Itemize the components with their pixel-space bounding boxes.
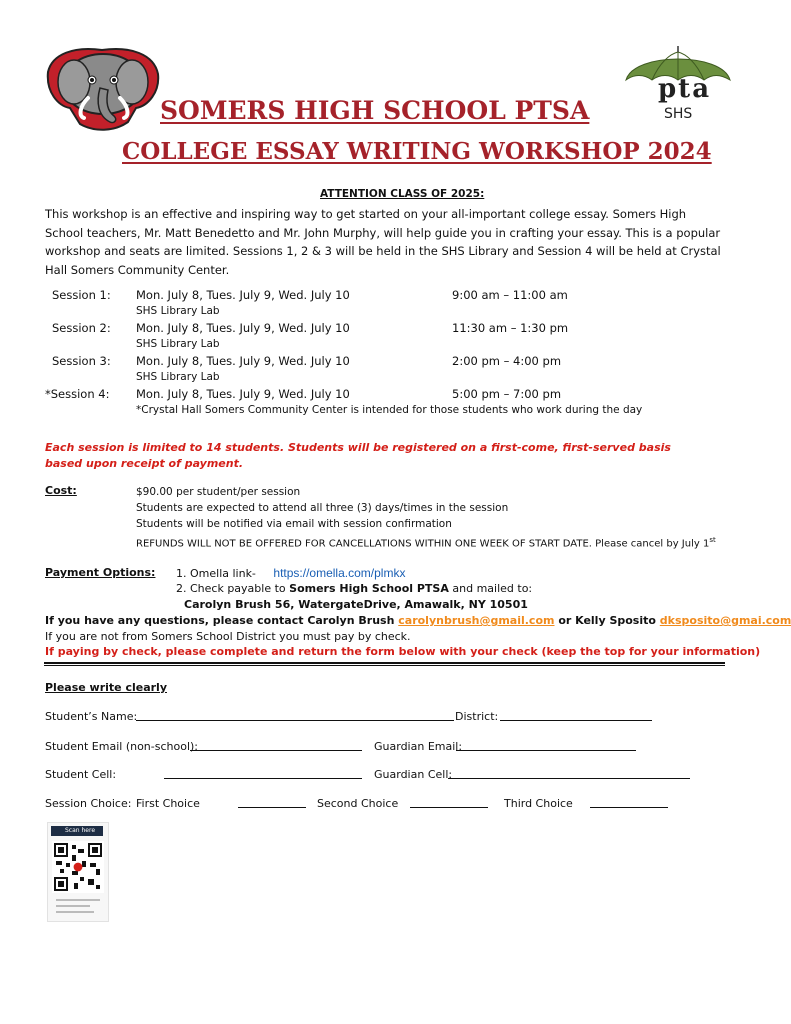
second-choice-label: Second Choice (317, 797, 399, 810)
student-cell-label: Student Cell: (45, 768, 117, 781)
session-time: 9:00 am – 11:00 am (452, 288, 568, 302)
page-title: SOMERS HIGH SCHOOL PTSA (160, 96, 590, 125)
session-row: Session 3: (52, 354, 111, 368)
cost-line: $90.00 per student/per session (136, 486, 301, 498)
session-location: SHS Library Lab (136, 338, 220, 350)
email-link-carolyn[interactable]: carolynbrush@gmail.com (398, 614, 555, 627)
omella-link[interactable]: https://omella.com/plmkx (273, 566, 406, 580)
cost-line: REFUNDS WILL NOT BE OFFERED FOR CANCELLATIONS WITHIN ONE WEEK OF START DATE. Please cancel by July 1st (136, 536, 716, 550)
pta-logo-text: pta (658, 74, 712, 104)
session-dates: Mon. July 8, Tues. July 9, Wed. July 10 (136, 387, 350, 401)
qr-code-icon (52, 841, 104, 893)
elephant-logo (44, 44, 162, 132)
mailing-address: Carolyn Brush 56, WatergateDrive, Amawalk, NY 10501 (184, 598, 528, 611)
attention-heading: ATTENTION CLASS OF 2025: (320, 188, 485, 200)
pta-umbrella-logo (624, 44, 732, 130)
qr-card-header (51, 826, 103, 836)
session-row: *Session 4: (45, 387, 110, 401)
sessions-table (0, 286, 770, 426)
page-subtitle: COLLEGE ESSAY WRITING WORKSHOP 2024 (122, 138, 712, 165)
session-row: Session 2: (52, 321, 111, 335)
payment-option-1: 1. Omella link- https://omella.com/plmkx (176, 566, 406, 580)
first-choice-field[interactable] (238, 796, 306, 808)
student-name-field[interactable] (136, 709, 454, 721)
session-location: SHS Library Lab (136, 305, 220, 317)
form-heading: Please write clearly (45, 681, 167, 694)
session-time: 5:00 pm – 7:00 pm (452, 387, 562, 401)
session-time: 2:00 pm – 4:00 pm (452, 354, 562, 368)
qr-card[interactable] (47, 822, 109, 922)
student-email-field[interactable] (190, 739, 362, 751)
session-location: SHS Library Lab (136, 371, 220, 383)
district-label: District: (455, 710, 499, 723)
guardian-email-label: Guardian Email: (374, 740, 463, 753)
pta-logo-sub: SHS (664, 106, 693, 122)
third-choice-label: Third Choice (504, 797, 573, 810)
intro-paragraph: This workshop is an effective and inspiring way to get started on your all-important college essay. Somers High School teachers, Mr. Matt Benedetto and Mr. John Murphy, will help guide you in crafting your essay. This is a popular workshop and seats are limited. Sessions 1, 2 & 3 will be held in the SHS Library and Session 4 will be held at Crystal Hall Somers Community Center. (45, 207, 721, 277)
guardian-cell-field[interactable] (448, 767, 690, 779)
session-time: 11:30 am – 1:30 pm (452, 321, 569, 335)
check-note: If paying by check, please complete and return the form below with your check (keep the top for your information) (45, 645, 761, 658)
payment-option-2: 2. Check payable to Somers High School PTSA and mailed to: (176, 582, 533, 595)
guardian-cell-label: Guardian Cell: (374, 768, 453, 781)
second-choice-field[interactable] (410, 796, 488, 808)
session-choice-label: Session Choice: (45, 797, 132, 810)
session-location: *Crystal Hall Somers Community Center is intended for those students who work during the day (136, 404, 643, 416)
student-cell-field[interactable] (164, 767, 362, 779)
payment-label: Payment Options: (45, 566, 156, 579)
qr-text-lines (56, 899, 100, 913)
guardian-email-field[interactable] (456, 739, 636, 751)
cost-line: Students will be notified via email with session confirmation (136, 518, 452, 530)
session-dates: Mon. July 8, Tues. July 9, Wed. July 10 (136, 354, 350, 368)
first-choice-label: First Choice (136, 797, 200, 810)
student-email-label: Student Email (non-school): (45, 740, 199, 753)
cost-label: Cost: (45, 484, 77, 497)
student-name-label: Student’s Name: (45, 710, 138, 723)
email-link-kelly[interactable]: dksposito@gmai.com (659, 614, 791, 627)
contact-line: If you have any questions, please contact Carolyn Brush carolynbrush@gmail.com or Kelly Sposito dksposito@gmai.com (45, 614, 791, 627)
district-note: If you are not from Somers School District you must pay by check. (45, 630, 411, 643)
session-dates: Mon. July 8, Tues. July 9, Wed. July 10 (136, 321, 350, 335)
cost-line: Students are expected to attend all three (3) days/times in the session (136, 502, 509, 514)
district-field[interactable] (500, 709, 652, 721)
qr-caption: Scan here (65, 827, 96, 834)
third-choice-field[interactable] (590, 796, 668, 808)
session-dates: Mon. July 8, Tues. July 9, Wed. July 10 (136, 288, 350, 302)
session-row: Session 1: (52, 288, 111, 302)
limit-notice: Each session is limited to 14 students. Students will be registered on a first-come, first-served basis based upon receipt of payment. (45, 441, 671, 470)
cost-details (136, 484, 756, 552)
divider (44, 662, 725, 666)
